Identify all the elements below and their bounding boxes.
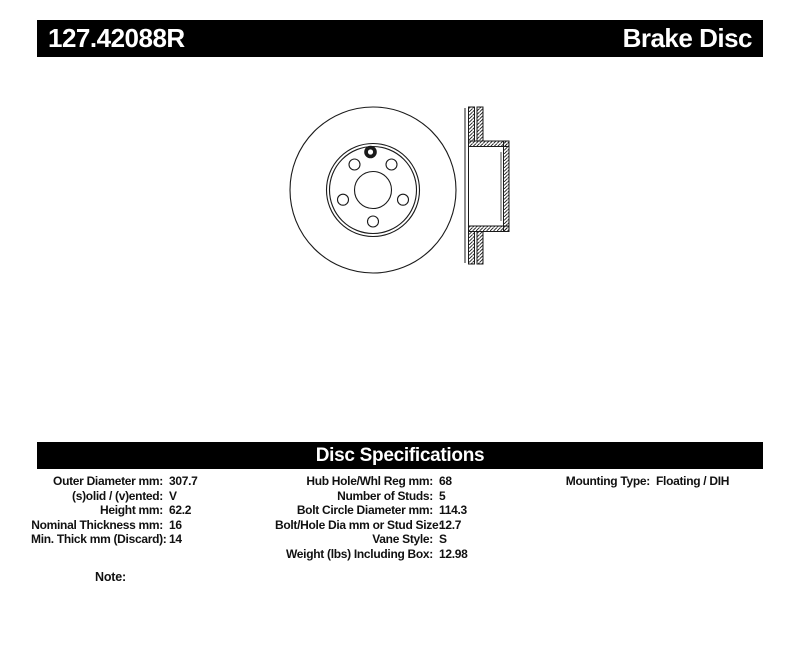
spec-label: Bolt Circle Diameter mm: — [296, 503, 433, 518]
hub-inner-circle — [330, 147, 417, 234]
spec-row — [275, 547, 561, 562]
spec-value: 62.2 — [169, 503, 192, 518]
spec-label: Min. Thick mm (Discard): — [31, 532, 167, 547]
spec-row — [275, 489, 561, 504]
spec-row — [275, 503, 561, 518]
spec-value: 14 — [169, 532, 182, 547]
spec-label: Mounting Type: — [565, 474, 650, 488]
spec-label: Outer Diameter mm: — [53, 474, 163, 488]
stud-hole — [349, 159, 360, 170]
center-bore-circle — [355, 172, 392, 209]
spec-label: Vane Style: — [372, 532, 433, 547]
outer-diameter-circle — [290, 107, 456, 273]
spec-row — [31, 532, 269, 547]
spec-value: S — [439, 532, 447, 547]
spec-label: Nominal Thickness mm: — [31, 517, 163, 532]
spec-label: Hub Hole/Whl Reg mm: — [306, 474, 433, 488]
hat-top-wall — [469, 141, 510, 147]
disc-side-section-view — [465, 107, 509, 264]
spec-column-center — [275, 474, 561, 562]
spec-row — [275, 474, 561, 489]
spec-row — [31, 474, 269, 489]
bottom-outer-plate — [469, 232, 475, 265]
stud-hole — [338, 194, 349, 205]
spec-column-right — [565, 474, 763, 489]
spec-value: 16 — [169, 517, 182, 532]
spec-value: Floating / DIH — [656, 474, 730, 488]
hat-bottom-wall — [469, 226, 510, 232]
specs-title: Disc Specifications — [315, 444, 485, 466]
spec-value: 5 — [439, 488, 446, 503]
stud-hole — [368, 216, 379, 227]
part-number: 127.42088R — [48, 23, 185, 53]
spec-label: Bolt/Hole Dia mm or Stud Size: — [275, 517, 443, 532]
spec-value: 307.7 — [169, 474, 198, 488]
product-name: Brake Disc — [622, 23, 752, 53]
spec-row — [275, 532, 561, 547]
note-label: Note: — [95, 570, 126, 584]
spec-value: 12.7 — [439, 517, 462, 532]
top-outer-plate — [469, 107, 475, 141]
spec-row — [275, 518, 561, 533]
spec-row — [565, 474, 763, 489]
bottom-inner-plate — [477, 232, 483, 265]
spec-label: Number of Studs: — [337, 488, 433, 503]
spec-value: 12.98 — [439, 546, 468, 561]
spec-column-left — [31, 474, 269, 547]
stud-hole — [398, 194, 409, 205]
brake-disc-technical-drawing — [270, 95, 530, 285]
disc-front-view — [290, 107, 456, 273]
spec-value: 114.3 — [439, 503, 467, 518]
spec-value: 68 — [439, 474, 452, 488]
stud-hole — [386, 159, 397, 170]
spec-row — [31, 503, 269, 518]
specs-title-bar — [37, 442, 763, 469]
spec-label: (s)olid / (v)ented: — [72, 488, 163, 503]
spec-row — [31, 489, 269, 504]
spec-value: V — [169, 488, 177, 503]
hat-face — [504, 141, 510, 232]
spec-label: Height mm: — [99, 503, 163, 518]
header-bar — [37, 20, 763, 57]
top-inner-plate — [477, 107, 483, 141]
spec-label: Weight (lbs) Including Box: — [286, 546, 433, 561]
set-screw-hole — [364, 146, 377, 159]
spec-row — [31, 518, 269, 533]
